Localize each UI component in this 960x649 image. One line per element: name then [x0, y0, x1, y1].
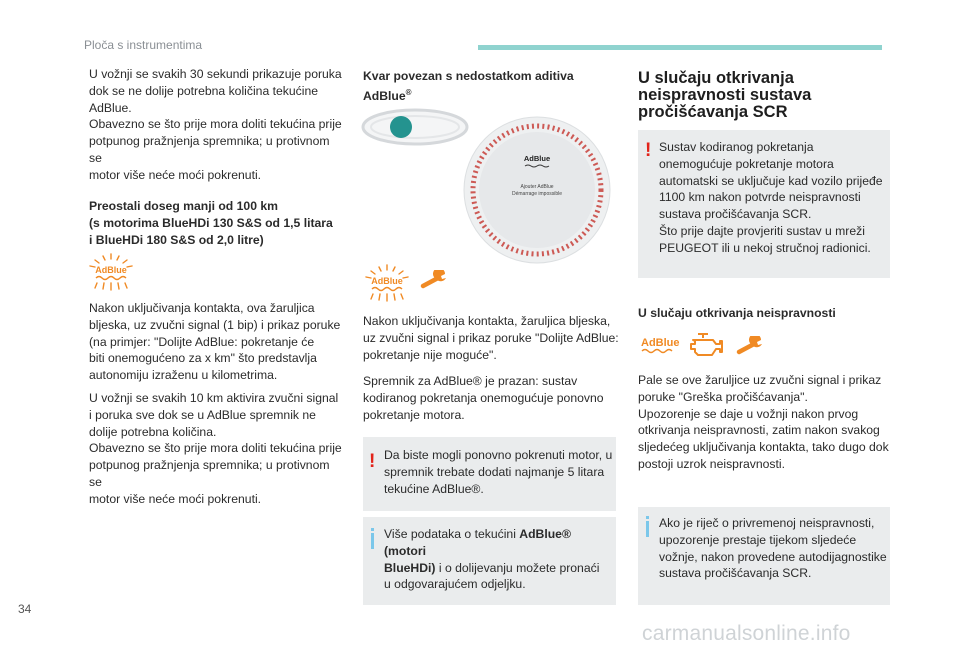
- wrench-icon-svg: [734, 336, 768, 358]
- text-line: uz zvučni signal i prikaz poruke "Dolijte AdBlue:: [363, 330, 619, 345]
- engine-fault-icon: [686, 328, 724, 362]
- adblue-icon-label: AdBlue: [371, 276, 403, 286]
- text-line: vožnje, nakon provedene autodijagnostike: [659, 549, 887, 564]
- warning-box-text: [659, 139, 889, 257]
- text-line: Nakon uključivanja kontakta, žaruljica bljeska,: [363, 314, 611, 328]
- col1-paragraph-2: [89, 300, 345, 384]
- heading-line: [363, 85, 619, 105]
- engine-fault-icon-svg: [686, 328, 724, 362]
- text-line: dok se ne dolije potrebna količina tekućine: [89, 83, 319, 98]
- site-watermark[interactable]: carmanualsonline.info: [642, 622, 851, 645]
- text-line: potpunog pražnjenja spremnika; u protivnom se: [89, 458, 330, 489]
- col1-paragraph-3: [89, 390, 345, 508]
- warning-exclamation-icon: !: [369, 451, 376, 472]
- text-line: Što prije dajte provjeriti sustav u mreži: [659, 223, 865, 238]
- text-line: autonomiju izraženu u kilometrima.: [89, 368, 278, 383]
- text-line: upozorenje prestaje tijekom sljedeće: [659, 532, 857, 547]
- text-line: pokretanje motora.: [363, 407, 465, 422]
- warning-box-text: [384, 447, 614, 497]
- info-box-text: [384, 526, 614, 593]
- text-line: i poruka sve dok se u AdBlue spremnik ne: [89, 407, 316, 422]
- text-line: Spremnik za AdBlue® je prazan: sustav: [363, 374, 578, 388]
- instrument-cluster-svg: [360, 108, 616, 266]
- text-line: Nakon uključivanja kontakta, ova žaruljica: [89, 301, 315, 315]
- header-accent-bar: [478, 45, 882, 50]
- text-line: (na primjer: "Dolijte AdBlue: pokretanje će: [89, 334, 315, 349]
- text-line: U vožnji se svakih 10 km aktivira zvučni signal: [89, 391, 339, 405]
- text-line: Ako je riječ o privremenoj neispravnosti,: [659, 516, 875, 530]
- wrench-icon: [734, 336, 768, 358]
- text-line: potpunog pražnjenja spremnika; u protivnom se: [89, 134, 330, 165]
- page-number: 34: [18, 602, 32, 616]
- heading-text: AdBlue: [363, 88, 406, 103]
- text-line: PEUGEOT ili u nekoj stručnoj radionici.: [659, 240, 871, 255]
- adblue-warning-icon-svg: [362, 264, 412, 302]
- wrench-icon: [420, 270, 450, 292]
- dial-adblue-label: AdBlue: [523, 154, 551, 163]
- text-line: otkrivanja neispravnosti, zatim nakon svakog: [638, 423, 880, 438]
- text-line: Pale se ove žaruljice uz zvučni signal i prikaz: [638, 373, 882, 387]
- text-span-bold: BlueHDi): [384, 560, 436, 575]
- title-line: pročišćavanja SCR: [638, 103, 788, 121]
- heading-line: i BlueHDi 180 S&S od 2,0 litre): [89, 232, 264, 247]
- title-line: U slučaju otkrivanja: [638, 69, 794, 87]
- text-line: sustava pročišćavanja SCR.: [659, 207, 812, 222]
- text-line: biti onemogućeno za x km" što predstavlja: [89, 351, 317, 366]
- heading-line: Preostali doseg manji od 100 km: [89, 199, 278, 213]
- warning-box: [363, 437, 616, 511]
- text-line: Sustav kodiranog pokretanja: [659, 140, 814, 154]
- instrument-cluster-illustration: [360, 108, 616, 266]
- adblue-label-icon-svg: [640, 335, 684, 355]
- adblue-label-icon: [640, 335, 684, 355]
- text-line: sljedećeg uključivanja kontakta, tako dugo dok: [638, 440, 889, 455]
- text-line: [384, 560, 614, 577]
- info-box: [638, 507, 890, 605]
- heading-line: (s motorima BlueHDi 130 S&S od 1,5 litara: [89, 215, 333, 230]
- adblue-icon-label: AdBlue: [95, 265, 127, 275]
- warning-box: [638, 130, 890, 278]
- adblue-warning-icon: [362, 264, 412, 302]
- text-line: spremnik trebate dodati najmanje 5 litara: [384, 464, 605, 479]
- adblue-warning-icon: [88, 253, 134, 291]
- text-line: pokretanje nije moguće".: [363, 347, 497, 362]
- col3-paragraph-1: [638, 372, 890, 473]
- info-box: [363, 517, 616, 605]
- text-line: [384, 526, 614, 560]
- text-line: motor više neće moći pokrenuti.: [89, 167, 262, 182]
- page-header-title: Ploča s instrumentima: [84, 38, 203, 52]
- text-span-bold: AdBlue® (motori: [384, 527, 571, 558]
- text-line: onemogućuje pokretanje motora: [659, 156, 834, 171]
- text-line: sustava pročišćavanja SCR.: [659, 566, 812, 581]
- title-line: neispravnosti sustava: [638, 86, 812, 104]
- text-line: kodiranog pokretanja onemogućuje ponovno: [363, 390, 604, 405]
- warning-exclamation-icon: !: [645, 140, 652, 161]
- info-icon: [371, 533, 374, 549]
- text-line: Da biste mogli ponovno pokrenuti motor, u: [384, 448, 613, 462]
- col2-heading-fault: [363, 68, 619, 105]
- info-icon: [646, 521, 649, 537]
- heading-line: Kvar povezan s nedostatkom aditiva: [363, 69, 574, 83]
- text-line: Obavezno se što prije mora doliti tekućina prije: [89, 441, 342, 456]
- dial-message-line: Ajouter AdBlue: [520, 184, 554, 190]
- text-line: automatski se uključuje kad vozilo prijeđe: [659, 173, 883, 188]
- text-line: 1100 km nakon potvrde neispravnosti: [659, 190, 861, 205]
- text-line: postoji uzrok neispravnosti.: [638, 456, 785, 471]
- col2-paragraph-2: [363, 373, 619, 423]
- col2-paragraph-1: [363, 313, 619, 363]
- wrench-icon-svg: [420, 270, 450, 292]
- adblue-warning-icon-svg: [88, 253, 134, 291]
- col3-section-title: [638, 70, 890, 121]
- text-line: dolije potrebna količina.: [89, 424, 217, 439]
- col1-paragraph-1: [89, 66, 345, 184]
- text-line: bljeska, uz zvučni signal (1 bip) i prikaz poruke: [89, 317, 341, 332]
- text-line: AdBlue.: [89, 100, 132, 115]
- text-line: U vožnji se svakih 30 sekundi prikazuje poruka: [89, 67, 342, 81]
- text-line: Upozorenje se daje u vožnji nakon prvog: [638, 406, 859, 421]
- col1-heading-range: [89, 198, 345, 248]
- dial-message-line: Démarrage impossible: [511, 191, 563, 197]
- registered-mark: ®: [405, 87, 412, 97]
- text-line: tekućine AdBlue®.: [384, 481, 484, 496]
- col3-subheading: [638, 305, 890, 322]
- text-line: poruke "Greška pročišćavanja".: [638, 389, 808, 404]
- text-span: Više podataka o tekućini: [384, 527, 520, 541]
- adblue-icon-label: AdBlue: [641, 337, 680, 349]
- text-line: motor više neće moći pokrenuti.: [89, 491, 262, 506]
- text-span: i o dolijevanju možete pronaći: [435, 560, 600, 575]
- text-line: u odgovarajućem odjeljku.: [384, 577, 526, 592]
- subheading-text: U slučaju otkrivanja neispravnosti: [638, 306, 836, 320]
- info-box-text: [659, 515, 889, 582]
- text-line: Obavezno se što prije mora doliti tekućina prije: [89, 117, 342, 132]
